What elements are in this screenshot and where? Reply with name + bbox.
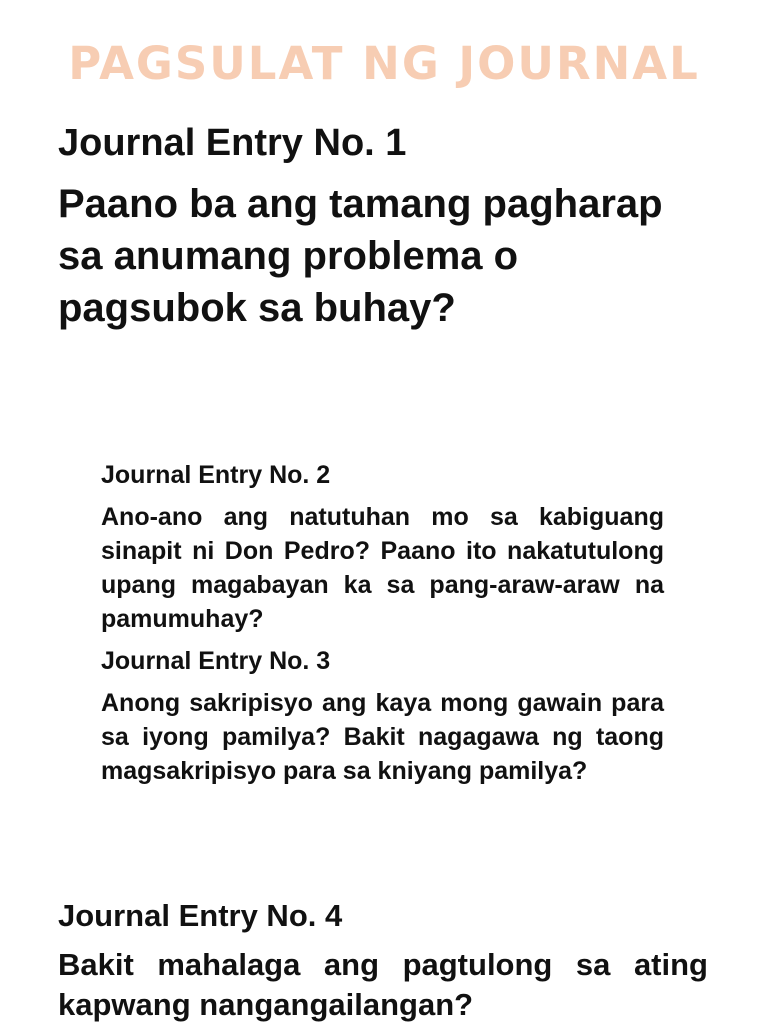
journal-entry-2-question: Ano-ano ang natutuhan mo sa kabiguang sinapit ni Don Pedro? Paano ito nakatutulong upang magabayan ka sa pang-araw-araw na pamumuhay? — [101, 503, 664, 633]
journal-entries-2-3 — [101, 458, 664, 796]
journal-entry-1-label: Journal Entry No. 1 — [58, 122, 407, 164]
page-title: PAGSULAT NG JOURNAL — [68, 37, 700, 90]
journal-entry-4-question: Bakit mahalaga ang pagtulong sa ating kapwang nangangailangan? — [58, 947, 708, 1022]
journal-entry-3-question: Anong sakripisyo ang kaya mong gawain para sa iyong pamilya? Bakit nagagawa ng taong magsakripisyo para sa kniyang pamilya? — [101, 689, 664, 785]
journal-entry-4-label: Journal Entry No. 4 — [58, 898, 343, 933]
journal-entry-3-label: Journal Entry No. 3 — [101, 647, 331, 675]
journal-entry-2-label: Journal Entry No. 2 — [101, 461, 331, 489]
journal-entry-1-question: Paano ba ang tamang pagharap sa anumang problema o pagsubok sa buhay? — [58, 182, 663, 330]
